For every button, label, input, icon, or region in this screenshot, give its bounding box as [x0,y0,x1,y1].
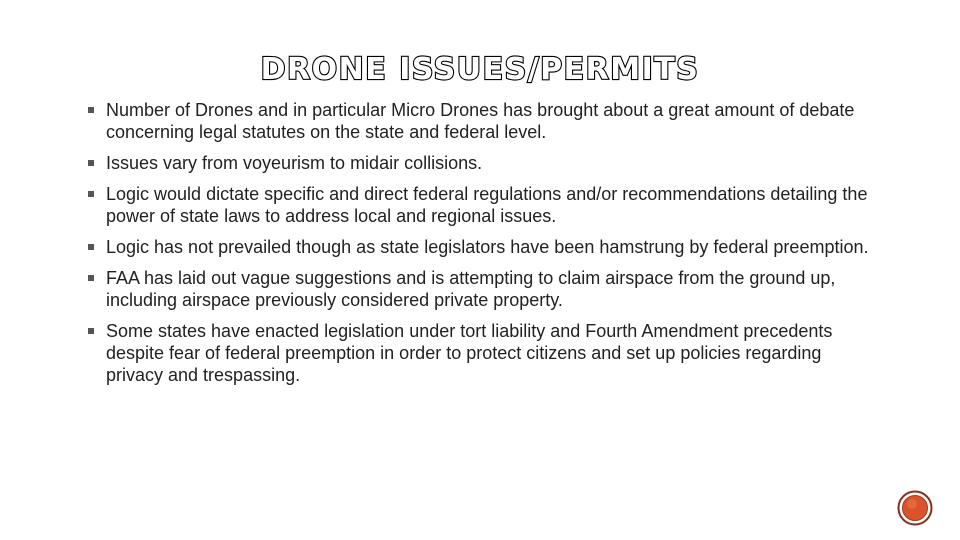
square-bullet-icon [88,244,94,250]
bullet-item [88,152,878,174]
bullet-text: Logic has not prevailed though as state legislators have been hamstrung by federal preemption. [106,237,869,257]
bullet-text: Logic would dictate specific and direct federal regulations and/or recommendations detailing the power of state laws to address local and regional issues. [106,184,868,226]
bullet-list [88,99,878,395]
bullet-text: FAA has laid out vague suggestions and is attempting to claim airspace from the ground up, including airspace previously considered private property. [106,268,836,310]
square-bullet-icon [88,160,94,166]
bullet-item [88,320,878,386]
slide-title: DRONE ISSUES/PERMITS [260,52,700,87]
square-bullet-icon [88,107,94,113]
bullet-text: Number of Drones and in particular Micro Drones has brought about a great amount of debate concerning legal statutes on the state and federal level. [106,100,855,142]
circle-badge-icon[interactable] [897,490,933,526]
bullet-text: Issues vary from voyeurism to midair collisions. [106,153,483,173]
bullet-text: Some states have enacted legislation under tort liability and Fourth Amendment precedents despite fear of federal preemption in order to protect citizens and set up policies regarding privacy and trespassing. [106,321,833,385]
bullet-item [88,236,878,258]
bullet-item [88,99,878,143]
square-bullet-icon [88,191,94,197]
bullet-item [88,267,878,311]
bullet-item [88,183,878,227]
square-bullet-icon [88,328,94,334]
square-bullet-icon [88,275,94,281]
